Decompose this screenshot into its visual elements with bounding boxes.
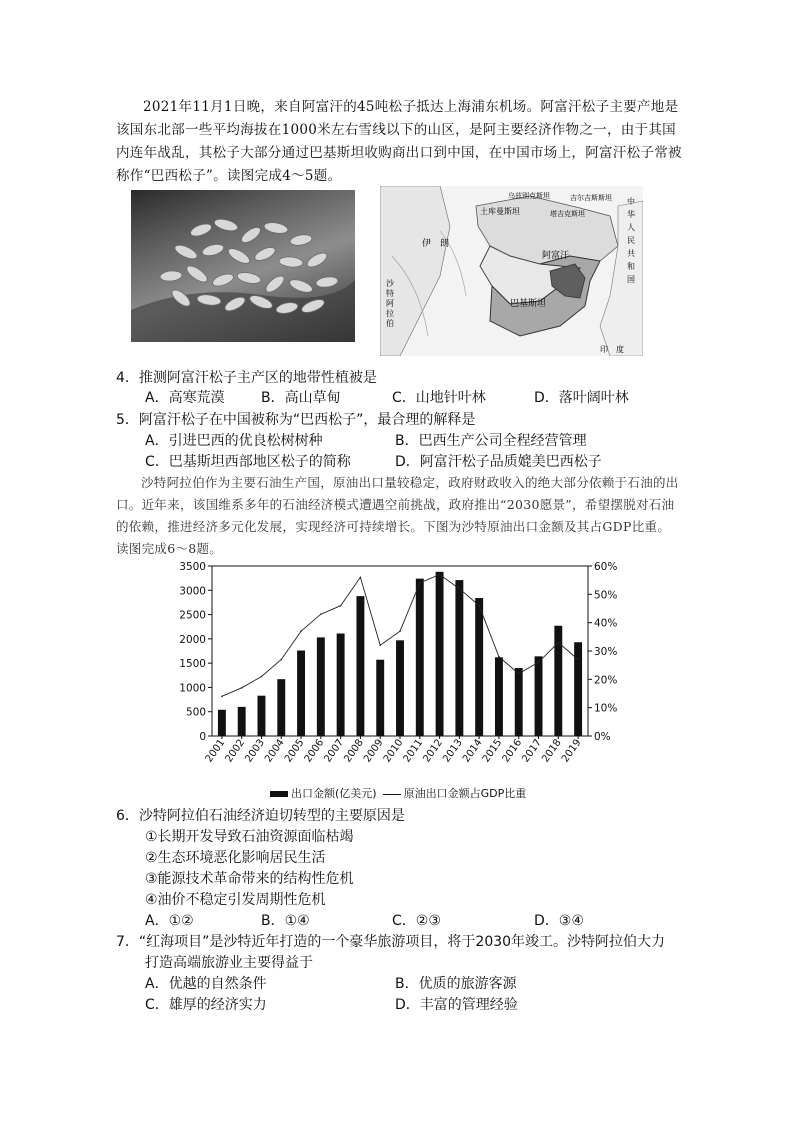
legend-bar-swatch	[270, 791, 288, 797]
y-left-tick-label: 3500	[179, 561, 206, 573]
map-label-afghanistan: 阿富汗	[542, 251, 570, 261]
line-point-gdp-share	[320, 613, 322, 615]
y-right-tick-label: 50%	[594, 589, 618, 602]
q6-option-a[interactable]: A．①②	[145, 913, 194, 929]
line-point-gdp-share	[419, 582, 421, 584]
x-tick-label: 2015	[480, 737, 505, 765]
line-point-gdp-share	[379, 645, 381, 647]
x-tick-label: 2005	[282, 737, 307, 765]
y-left-tick-label: 1500	[179, 658, 206, 671]
legend-line-swatch	[383, 794, 401, 795]
y-right-tick-label: 10%	[594, 702, 618, 715]
line-point-gdp-share	[577, 659, 579, 661]
q7-option-d[interactable]: D．丰富的管理经验	[395, 997, 518, 1013]
bar-export-value	[396, 640, 404, 736]
q6-option-b[interactable]: B．①④	[261, 913, 310, 929]
x-tick-label: 2002	[223, 737, 248, 765]
q6-option-c[interactable]: C．②③	[392, 913, 441, 929]
q7-option-c[interactable]: C．雄厚的经济实力	[145, 997, 267, 1013]
map-graphic	[380, 186, 643, 356]
y-left-tick-label: 500	[185, 706, 206, 719]
x-tick-label: 2006	[302, 737, 327, 765]
q5-option-d[interactable]: D．阿富汗松子品质媲美巴西松子	[395, 454, 602, 470]
y-right-tick-label: 40%	[594, 617, 618, 630]
bar-export-value	[376, 660, 384, 736]
map-label-pakistan: 巴基斯坦	[510, 299, 547, 309]
x-tick-label: 2007	[322, 737, 347, 765]
bar-export-value	[475, 598, 483, 736]
line-point-gdp-share	[478, 605, 480, 607]
saudi-oil-export-chart	[170, 558, 640, 778]
bar-export-value	[238, 707, 246, 736]
bar-export-value	[317, 637, 325, 736]
y-right-tick-label: 30%	[594, 646, 618, 658]
line-point-gdp-share	[241, 687, 243, 689]
line-point-gdp-share	[399, 630, 401, 632]
map-label-india: 印 度	[600, 345, 624, 354]
q7-stem-line1: 7．“红海项目”是沙特近年打造的一个豪华旅游项目，将于2030年竣工。沙特阿拉伯大力	[116, 934, 666, 950]
y-right-tick-label: 60%	[594, 561, 618, 573]
q7-stem-line2: 打造高端旅游业主要得益于	[145, 955, 313, 971]
intro-passage-1: 2021年11月1日晚，来自阿富汗的45吨松子抵达上海浦东机场。阿富汗松子主要产地是该国东北部一些平均海拔在1000米左右雪线以下的山区，是阿主要经济作物之一，由于其国内连年战乱，其松子大部分通过巴基斯坦收购商出口到中国，在中国市场上，阿富汗松子常被称作“巴西松子”。读图完成4～5题。	[116, 99, 682, 184]
line-point-gdp-share	[459, 588, 461, 590]
bar-export-value	[297, 651, 305, 736]
q7-option-b[interactable]: B．优质的旅游客源	[395, 976, 517, 992]
x-tick-label: 2010	[381, 737, 406, 765]
q5-option-a[interactable]: A．引进巴西的优良松树树种	[145, 433, 323, 449]
pine-nuts-photo	[131, 190, 355, 342]
line-point-gdp-share	[538, 662, 540, 664]
q4-stem: 4．推测阿富汗松子主产区的地带性植被是	[116, 370, 377, 386]
y-left-tick-label: 3000	[179, 585, 206, 598]
line-point-gdp-share	[261, 676, 263, 678]
q5-option-b[interactable]: B．巴西生产公司全程经营管理	[395, 433, 587, 449]
pine-nuts-image	[131, 190, 355, 342]
map-label-kyrgyzstan: 吉尔吉斯斯坦	[570, 194, 612, 202]
chart-legend	[270, 785, 526, 801]
intro-passage-2: 沙特阿拉伯作为主要石油生产国，原油出口量较稳定，政府财政收入的绝大部分依赖于石油的出口。近年来，该国维系多年的石油经济模式遭遇空前挑战，政府推出“2030愿景”，希望摆脱对石油的依赖，推进经济多元化发展，实现经济可持续增长。下图为沙特原油出口金额及其占GDP比重。读图完成6～8题。	[116, 475, 679, 556]
x-tick-label: 2014	[461, 737, 485, 765]
x-tick-label: 2013	[441, 737, 465, 765]
q6-item-4: ④油价不稳定引发周期性危机	[145, 892, 326, 908]
map-label-china: 中华人民共和国	[627, 197, 635, 284]
x-tick-label: 2019	[559, 737, 584, 765]
bar-export-value	[455, 580, 463, 736]
bar-export-value	[277, 679, 285, 736]
line-point-gdp-share	[300, 630, 302, 632]
x-tick-label: 2017	[520, 737, 544, 765]
line-point-gdp-share	[439, 574, 441, 576]
bar-export-value	[495, 657, 503, 736]
x-tick-label: 2016	[500, 737, 525, 765]
bar-export-value	[436, 572, 444, 736]
x-tick-label: 2001	[203, 737, 228, 765]
bar-export-value	[515, 668, 523, 736]
q4-option-d[interactable]: D．落叶阔叶林	[534, 390, 629, 406]
q7-option-a[interactable]: A．优越的自然条件	[145, 976, 267, 992]
q6-stem: 6．沙特阿拉伯石油经济迫切转型的主要原因是	[116, 808, 405, 824]
line-point-gdp-share	[518, 673, 520, 675]
map-label-saudi: 沙特阿拉伯	[386, 279, 394, 328]
q6-item-1: ①长期开发导致石油资源面临枯竭	[145, 829, 354, 845]
y-left-tick-label: 1000	[179, 682, 206, 695]
y-left-tick-label: 2000	[179, 633, 206, 646]
bar-export-value	[218, 710, 226, 736]
map-label-turkmenistan: 土库曼斯坦	[480, 207, 520, 216]
q5-option-c[interactable]: C．巴基斯坦西部地区松子的简称	[145, 454, 351, 470]
bar-export-value	[535, 656, 543, 736]
line-point-gdp-share	[340, 605, 342, 607]
q6-item-3: ③能源技术革命带来的结构性危机	[145, 871, 354, 887]
line-point-gdp-share	[360, 577, 362, 579]
x-tick-label: 2012	[421, 737, 446, 765]
y-left-tick-label: 0	[199, 731, 206, 743]
y-left-tick-label: 2500	[179, 609, 206, 622]
bar-export-value	[337, 634, 345, 736]
q6-option-d[interactable]: D．③④	[534, 913, 584, 929]
line-point-gdp-share	[280, 659, 282, 661]
q6-item-2: ②生态环境恶化影响居民生活	[145, 850, 326, 866]
legend-line-label: 原油出口金额占GDP比重	[403, 787, 527, 800]
bar-export-value	[574, 642, 582, 736]
q4-option-a[interactable]: A．高寒荒漠	[145, 390, 225, 406]
line-point-gdp-share	[498, 656, 500, 658]
q4-option-b[interactable]: B．高山草甸	[261, 390, 341, 406]
x-tick-label: 2009	[362, 737, 386, 765]
x-tick-label: 2011	[401, 737, 426, 765]
map-label-iran: 伊 朗	[422, 239, 450, 249]
afghanistan-region-map	[380, 186, 643, 356]
map-label-tajikistan: 塔吉克斯坦	[550, 210, 585, 218]
y-right-tick-label: 20%	[594, 674, 618, 687]
q4-option-c[interactable]: C．山地针叶林	[392, 390, 486, 406]
legend-bar-label: 出口金额(亿美元)	[291, 787, 377, 800]
q5-stem: 5．阿富汗松子在中国被称为“巴西松子”，最合理的解释是	[116, 412, 476, 428]
bar-export-value	[356, 596, 364, 736]
line-point-gdp-share	[558, 642, 560, 644]
bar-export-value	[258, 696, 266, 736]
x-tick-label: 2008	[342, 737, 366, 765]
x-tick-label: 2003	[243, 737, 267, 765]
x-tick-label: 2004	[263, 737, 287, 765]
map-label-uzbekistan: 乌兹别克斯坦	[508, 192, 550, 200]
line-point-gdp-share	[221, 696, 223, 698]
x-tick-label: 2018	[540, 737, 564, 765]
y-right-tick-label: 0%	[594, 731, 611, 743]
bar-export-value	[416, 579, 424, 736]
